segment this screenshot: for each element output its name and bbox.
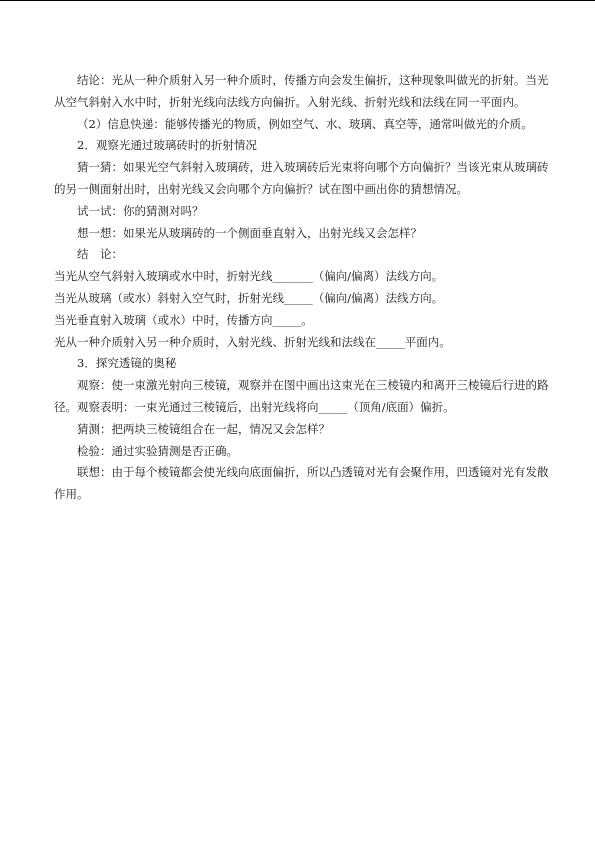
fill-blank-perpendicular: 当光垂直射入玻璃（或水）中时，传播方向_____。: [54, 312, 313, 327]
conclusion-refraction-paragraph: 结论：光从一种介质射入另一种介质时，传播方向会发生偏折，这种现象叫做光的折射。当光从空气斜射入水中时，折射光线向法线方向偏折。入射光线、折射光线和法线在同一平面内。: [54, 73, 549, 109]
section-heading-lens: 3．探究透镜的奥秘: [77, 356, 177, 371]
hypothesis-paragraph: 猜测：把两块三棱镜组合在一起，情况又会怎样？: [77, 421, 330, 436]
guess-paragraph: 猜一猜：如果光空气斜射入玻璃砖，进入玻璃砖后光束将向哪个方向偏折？当该光束从玻璃砖的另一侧面射出时，出射光线又会向哪个方向偏折？试在图中画出你的猜想情况。: [54, 160, 549, 196]
observe-paragraph: 观察：使一束激光射向三棱镜，观察并在图中画出这束光在三棱镜内和离开三棱镜后行进的路径。观察表明：一束光通过三棱镜后，出射光线将向_____（顶角/底面）偏折。: [54, 378, 549, 414]
document-body: [54, 70, 554, 506]
page-top-border: [0, 0, 595, 1]
association-paragraph: 联想：由于每个棱镜都会使光线向底面偏折，所以凸透镜对光有会聚作用，凹透镜对光有发散作用。: [54, 465, 549, 502]
think-paragraph: 想一想：如果光从玻璃砖的一个侧面垂直射入，出射光线又会怎样？: [77, 225, 422, 240]
verify-paragraph: 检验：通过实验猜测是否正确。: [77, 443, 238, 458]
section-heading-glass-brick: 2．观察光通过玻璃砖时的折射情况: [77, 138, 257, 153]
fill-blank-same-plane: 光从一种介质射入另一种介质时，入射光线、折射光线和法线在_____平面内。: [54, 334, 451, 349]
fill-blank-glass-to-air: 当光从玻璃（或水）斜射入空气时，折射光线_____（偏向/偏离）法线方向。: [54, 290, 444, 305]
try-paragraph: 试一试：你的猜测对吗？: [77, 203, 204, 218]
conclusion-label: 结 论：: [77, 247, 123, 262]
fill-blank-air-to-glass: 当光从空气斜射入玻璃或水中时，折射光线_______（偏向/偏离）法线方向。: [54, 269, 444, 284]
info-medium-paragraph: （2）信息快递：能够传播光的物质，例如空气、水、玻璃、真空等，通常叫做光的介质。: [77, 116, 533, 131]
